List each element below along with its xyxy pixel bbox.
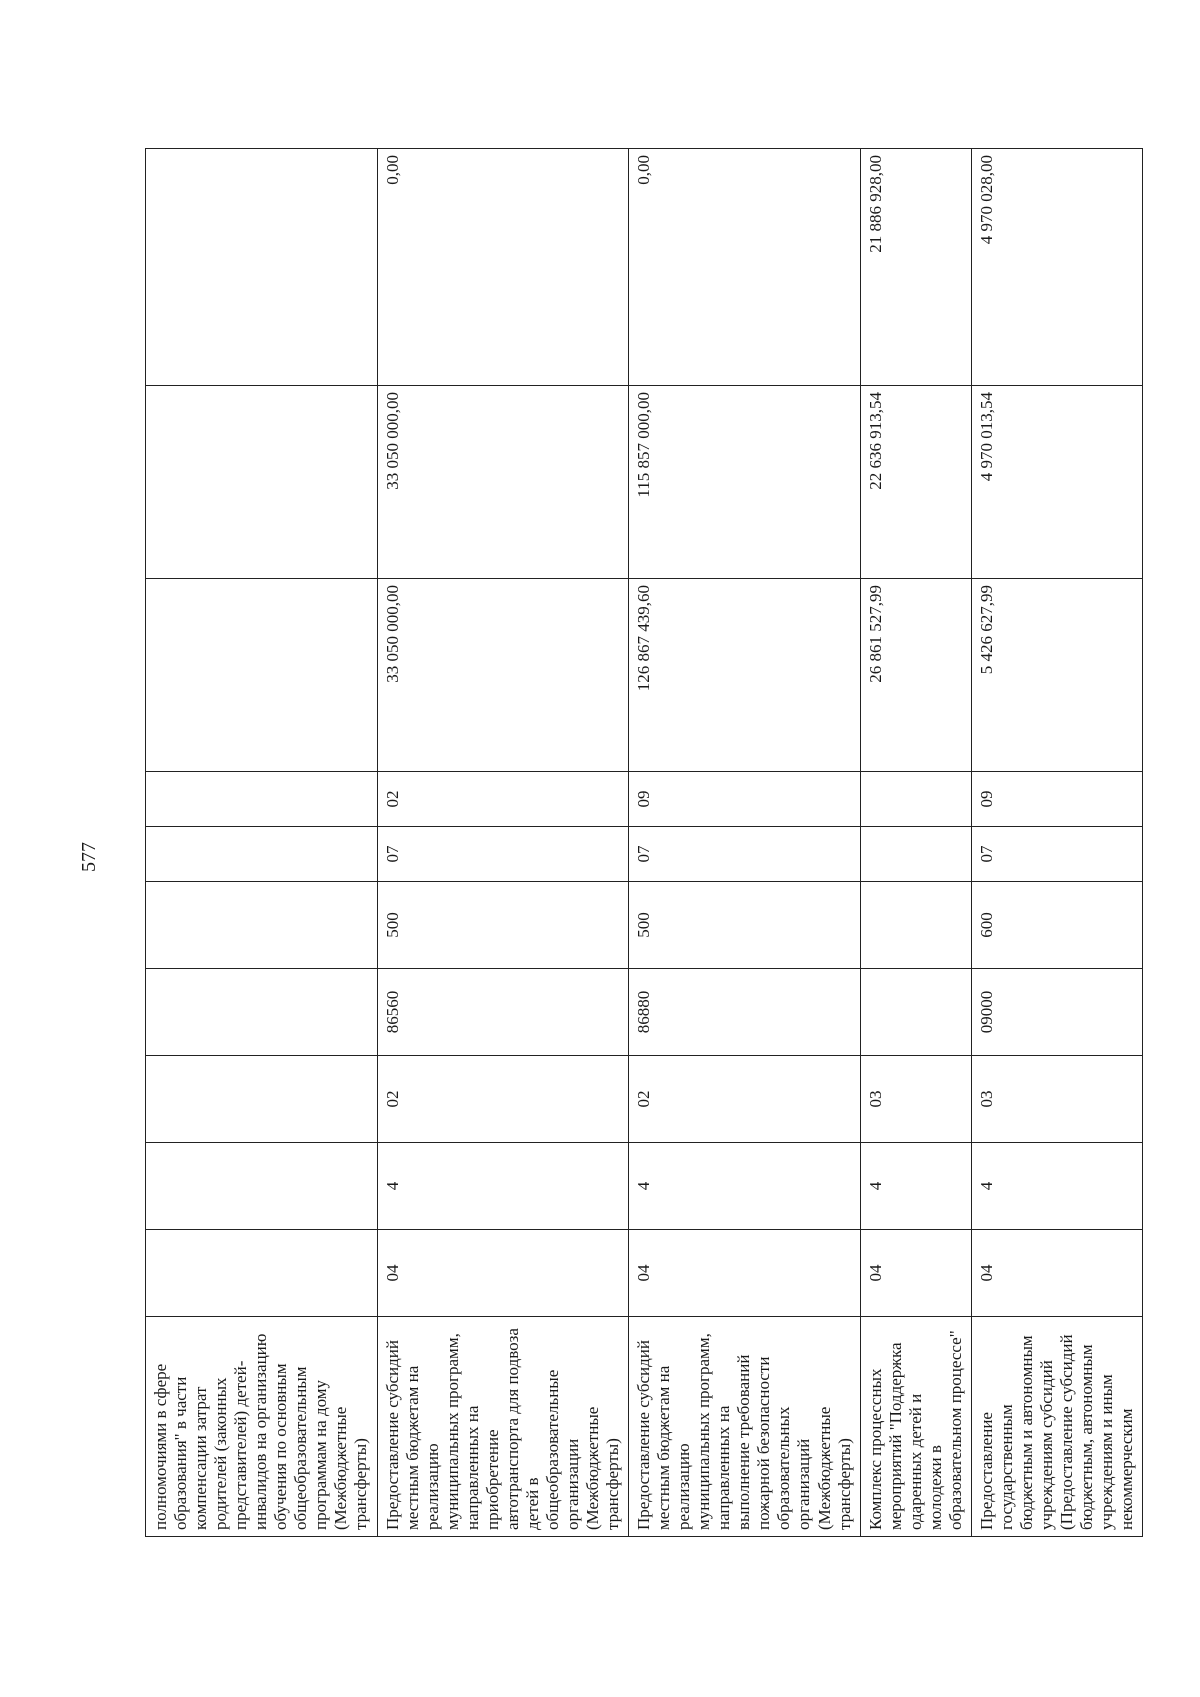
row-description: Предоставление субсидий местным бюджетам на реализацию муниципальных программ, направленных на выполнение требований пожарной безопасности образовательных организаций (Межбюджетные трансферты) bbox=[629, 1317, 861, 1537]
code-subprogram: 02 bbox=[629, 1056, 861, 1143]
code-section: 04 bbox=[629, 1230, 861, 1317]
amount-year-1: 126 867 439,60 bbox=[629, 579, 861, 772]
code-subprogram bbox=[146, 1056, 378, 1143]
code-subchapter: 09 bbox=[971, 772, 1142, 827]
code-direction: 86560 bbox=[377, 969, 629, 1056]
amount-year-1: 5 426 627,99 bbox=[971, 579, 1142, 772]
row-description: полномочиями в сфере образования" в части компенсации затрат родителей (законных представителей) детей-инвалидов на организацию обучения по основным общеобразовательным программам на дому (Межбюджетные трансферты) bbox=[146, 1317, 378, 1537]
code-expense-type: 600 bbox=[971, 882, 1142, 969]
code-direction bbox=[860, 969, 971, 1056]
row-description: Комплекс процессных мероприятий "Поддержка одаренных детей и молодежи в образовательном процессе" bbox=[860, 1317, 971, 1537]
amount-year-3: 0,00 bbox=[629, 149, 861, 386]
table-row bbox=[971, 149, 1142, 1537]
row-description: Предоставление государственным бюджетным и автономным учреждениям субсидий (Предоставление субсидий бюджетным, автономным учреждениям и иным некоммерческим bbox=[971, 1317, 1142, 1537]
code-expense-type: 500 bbox=[629, 882, 861, 969]
table-row bbox=[860, 149, 971, 1537]
table-row bbox=[377, 149, 629, 1537]
amount-year-3: 0,00 bbox=[377, 149, 629, 386]
code-chapter: 07 bbox=[971, 827, 1142, 882]
code-subprogram: 03 bbox=[971, 1056, 1142, 1143]
code-direction: 86880 bbox=[629, 969, 861, 1056]
code-program-type: 4 bbox=[860, 1143, 971, 1230]
code-expense-type bbox=[860, 882, 971, 969]
code-direction bbox=[146, 969, 378, 1056]
code-chapter: 07 bbox=[377, 827, 629, 882]
row-description: Предоставление субсидий местным бюджетам на реализацию муниципальных программ, направленных на приобретение автотранспорта для подвоза детей в общеобразовательные организации (Межбюджетные трансферты) bbox=[377, 1317, 629, 1537]
code-program-type: 4 bbox=[629, 1143, 861, 1230]
amount-year-2 bbox=[146, 386, 378, 579]
code-program-type: 4 bbox=[971, 1143, 1142, 1230]
code-chapter: 07 bbox=[629, 827, 861, 882]
code-subchapter: 09 bbox=[629, 772, 861, 827]
code-expense-type: 500 bbox=[377, 882, 629, 969]
code-chapter bbox=[860, 827, 971, 882]
code-section: 04 bbox=[971, 1230, 1142, 1317]
amount-year-1: 33 050 000,00 bbox=[377, 579, 629, 772]
table-row bbox=[629, 149, 861, 1537]
code-subprogram: 03 bbox=[860, 1056, 971, 1143]
amount-year-3: 21 886 928,00 bbox=[860, 149, 971, 386]
code-program-type: 4 bbox=[377, 1143, 629, 1230]
amount-year-1: 26 861 527,99 bbox=[860, 579, 971, 772]
amount-year-3 bbox=[146, 149, 378, 386]
amount-year-3: 4 970 028,00 bbox=[971, 149, 1142, 386]
code-subchapter bbox=[146, 772, 378, 827]
amount-year-2: 22 636 913,54 bbox=[860, 386, 971, 579]
code-section: 04 bbox=[377, 1230, 629, 1317]
code-expense-type bbox=[146, 882, 378, 969]
code-section: 04 bbox=[860, 1230, 971, 1317]
amount-year-2: 33 050 000,00 bbox=[377, 386, 629, 579]
table-row bbox=[146, 149, 378, 1537]
code-subchapter: 02 bbox=[377, 772, 629, 827]
budget-table bbox=[145, 148, 1143, 1537]
code-direction: 09000 bbox=[971, 969, 1142, 1056]
page-number: 577 bbox=[78, 842, 100, 872]
amount-year-2: 4 970 013,54 bbox=[971, 386, 1142, 579]
amount-year-1 bbox=[146, 579, 378, 772]
code-section bbox=[146, 1230, 378, 1317]
code-chapter bbox=[146, 827, 378, 882]
code-subchapter bbox=[860, 772, 971, 827]
code-subprogram: 02 bbox=[377, 1056, 629, 1143]
amount-year-2: 115 857 000,00 bbox=[629, 386, 861, 579]
code-program-type bbox=[146, 1143, 378, 1230]
